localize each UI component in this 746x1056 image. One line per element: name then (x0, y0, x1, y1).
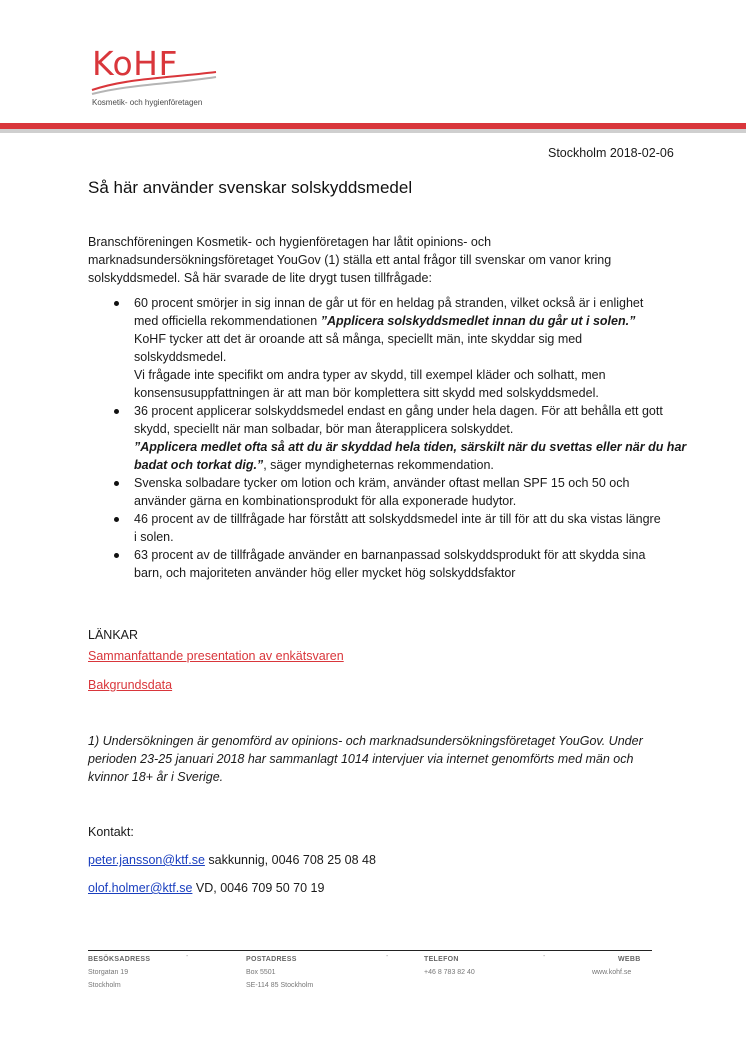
footnote-line: kvinnor 18+ år i Sverige. (88, 770, 224, 784)
document-date: Stockholm 2018-02-06 (548, 146, 674, 160)
footer-web: WEBB www.kohf.se (592, 953, 641, 979)
list-item: 63 procent av de tillfrågade använder en barnanpassad solskyddsprodukt för att skydda sina barn, och majoriteten använder hög eller mycket hög solskyddsfaktor (88, 546, 688, 582)
findings-list (88, 294, 688, 582)
footer-postal-address: POSTADRESS Box 5501 SE-114 85 Stockholm (246, 956, 314, 989)
intro-line: marknadsundersökningsföretaget YouGov (1) ställa ett antal frågor till svenskar om vanor kring (88, 253, 612, 267)
header-grey-bar (0, 129, 746, 133)
list-item: Svenska solbadare tycker om lotion och kräm, använder oftast mellan SPF 15 och 50 och använder gärna en kombinationsprodukt för alla exponerade hudytor. (88, 474, 688, 510)
bullet-icon (114, 409, 119, 414)
footnote-line: perioden 23-25 januari 2018 har sammanlagt 1014 intervjuer via internet genomförts med män och (88, 752, 634, 766)
list-item: 46 procent av de tillfrågade har förstått att solskyddsmedel inte är till för att du ska vistas längre i solen. (88, 510, 688, 546)
intro-paragraph (88, 233, 668, 287)
intro-line: Branschföreningen Kosmetik- och hygienföretagen har låtit opinions- och (88, 235, 492, 249)
bullet-icon (114, 517, 119, 522)
email-link-olof[interactable]: olof.holmer@ktf.se (88, 881, 193, 895)
email-link-peter[interactable]: peter.jansson@ktf.se (88, 853, 205, 867)
recommendation-quote: badat och torkat dig.” (134, 458, 264, 472)
summary-presentation-link[interactable]: Sammanfattande presentation av enkätsvaren (88, 649, 344, 663)
footer-separator: - (543, 953, 546, 960)
footnote-line: 1) Undersökningen är genomförd av opinions- och marknadsundersökningsföretaget YouGov. Under (88, 734, 643, 748)
footnote (88, 732, 668, 786)
logo-wordmark: KoHF (92, 44, 178, 83)
background-data-link[interactable]: Bakgrundsdata (88, 678, 173, 692)
links-heading: LÄNKAR (88, 628, 139, 642)
footer-separator: - (186, 953, 189, 960)
contact-peter (88, 853, 376, 867)
logo-subtitle: Kosmetik- och hygienföretagen (92, 98, 203, 107)
bullet-icon (114, 481, 119, 486)
footer-visit-address: BESÖKSADRESS Storgatan 19 Stockholm (88, 956, 151, 989)
bullet-icon (114, 301, 119, 306)
page-title: Så här använder svenskar solskyddsmedel (88, 178, 413, 197)
logo-swoosh-icon (88, 60, 228, 100)
list-item: 36 procent applicerar solskyddsmedel endast en gång under hela dagen. För att behålla ett gott skydd, speciellt när man solbadar, bör man återapplicera solskyddet. ”Applicera medlet ofta så att du är skyddad hela tiden, särskilt när du svettas eller när du har badat och torkat dig.”, säger myndigheternas rekommendation. (88, 402, 688, 474)
contact-info: VD, 0046 709 50 70 19 (192, 881, 325, 895)
bullet-icon (114, 553, 119, 558)
recommendation-quote: ”Applicera solskyddsmedlet innan du går ut i solen.” (320, 314, 636, 328)
recommendation-quote: ”Applicera medlet ofta så att du är skyddad hela tiden, särskilt när du svettas eller när du har (134, 440, 687, 454)
contact-olof (88, 881, 324, 895)
footer-divider (88, 950, 652, 951)
website-link[interactable]: www.kohf.se (592, 969, 632, 976)
list-item: 60 procent smörjer in sig innan de går ut för en heldag på stranden, vilket också är i enlighet med officiella rekommendationen ”Applicera solskyddsmedlet innan du går ut i solen.” KoHF tycker att det är oroande att så många, speciellt män, inte skyddar sig med solskyddsmedel. Vi frågade inte specifikt om andra typer av skydd, till exempel kläder och solhatt, men konsensusuppfattningen är att man bör komplettera sitt skydd med solskyddsmedel. (88, 294, 688, 402)
intro-line: solskyddsmedel. Så här svarade de lite drygt tusen tillfrågade: (88, 271, 432, 285)
footer-separator: - (386, 953, 389, 960)
footer-phone: TELEFON +46 8 783 82 40 (424, 956, 475, 976)
contact-heading: Kontakt: (88, 825, 134, 839)
contact-info: sakkunnig, 0046 708 25 08 48 (204, 853, 376, 867)
